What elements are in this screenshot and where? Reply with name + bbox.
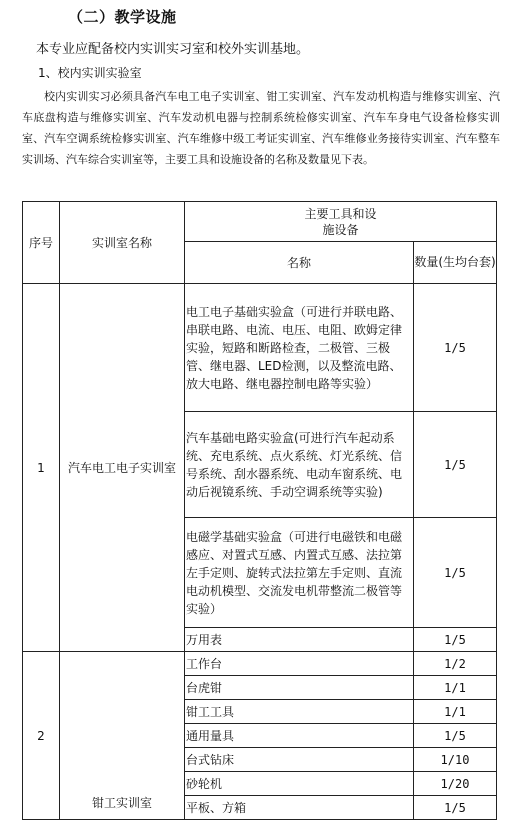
equipment-name: 钳工工具 — [185, 700, 414, 724]
equipment-qty: 1/5 — [414, 412, 497, 518]
section-title: （二）教学设施 — [68, 8, 177, 26]
table-row — [23, 284, 497, 412]
facilities-table — [22, 201, 497, 820]
equipment-qty: 1/1 — [414, 700, 497, 724]
equipment-qty: 1/5 — [414, 796, 497, 820]
equipment-name: 汽车基础电路实验盒(可进行汽车起动系统、充电系统、点火系统、灯光系统、信号系统、刮水器系统、电动车窗系统、电动后视镜系统、手动空调系统等实验) — [185, 412, 414, 518]
header-tools — [185, 202, 497, 242]
room-name: 汽车电工电子实训室 — [60, 284, 185, 652]
equipment-qty: 1/20 — [414, 772, 497, 796]
equipment-name: 电工电子基础实验盒（可进行并联电路、串联电路、电流、电压、电阻、欧姆定律实验，短路和断路检查，二极管、三极管、继电器、LED检测，以及整流电路、放大电路、继电器控制电路等实验） — [185, 284, 414, 412]
equipment-qty: 1/2 — [414, 652, 497, 676]
header-name: 名称 — [185, 242, 414, 284]
body-paragraph: 校内实训实习必须具备汽车电工电子实训室、钳工实训室、汽车发动机构造与维修实训室、汽车底盘构造与维修实训室、汽车发动机电器与控制系统检修实训室、汽车车身电气设备检修实训室、汽车空调系统检修实训室、汽车维修中级工考证实训室、汽车维修业务接待实训室、汽车整车实训场、汽车综合实训室等，主要工具和设施设备的名称及数量见下表。 — [22, 90, 500, 166]
equipment-qty: 1/5 — [414, 284, 497, 412]
subsection-title: 1、校内实训实验室 — [38, 66, 142, 80]
equipment-name: 万用表 — [185, 628, 414, 652]
equipment-name: 电磁学基础实验盒（可进行电磁铁和电磁感应、对置式互感、内置式互感、法拉第左手定则、旋转式法拉第左手定则、直流电动机模型、交流发电机带整流二极管等实验） — [185, 518, 414, 628]
intro-text: 本专业应配备校内实训实习室和校外实训基地。 — [36, 42, 310, 57]
equipment-name: 砂轮机 — [185, 772, 414, 796]
equipment-qty: 1/1 — [414, 676, 497, 700]
row-seq: 1 — [23, 284, 60, 652]
equipment-qty: 1/10 — [414, 748, 497, 772]
equipment-name: 台式钻床 — [185, 748, 414, 772]
equipment-qty: 1/5 — [414, 724, 497, 748]
equipment-qty: 1/5 — [414, 628, 497, 652]
header-tools-line2: 施设备 — [322, 222, 359, 237]
equipment-name: 工作台 — [185, 652, 414, 676]
header-seq: 序号 — [23, 202, 60, 284]
row-seq: 2 — [23, 652, 60, 820]
header-qty: 数量(生均台套) — [414, 242, 497, 284]
room-name: 钳工实训室 — [60, 652, 185, 820]
equipment-qty: 1/5 — [414, 518, 497, 628]
equipment-name: 平板、方箱 — [185, 796, 414, 820]
header-room: 实训室名称 — [60, 202, 185, 284]
table-row — [23, 652, 497, 676]
equipment-name: 台虎钳 — [185, 676, 414, 700]
equipment-name: 通用量具 — [185, 724, 414, 748]
header-tools-line1: 主要工具和设 — [304, 206, 377, 221]
